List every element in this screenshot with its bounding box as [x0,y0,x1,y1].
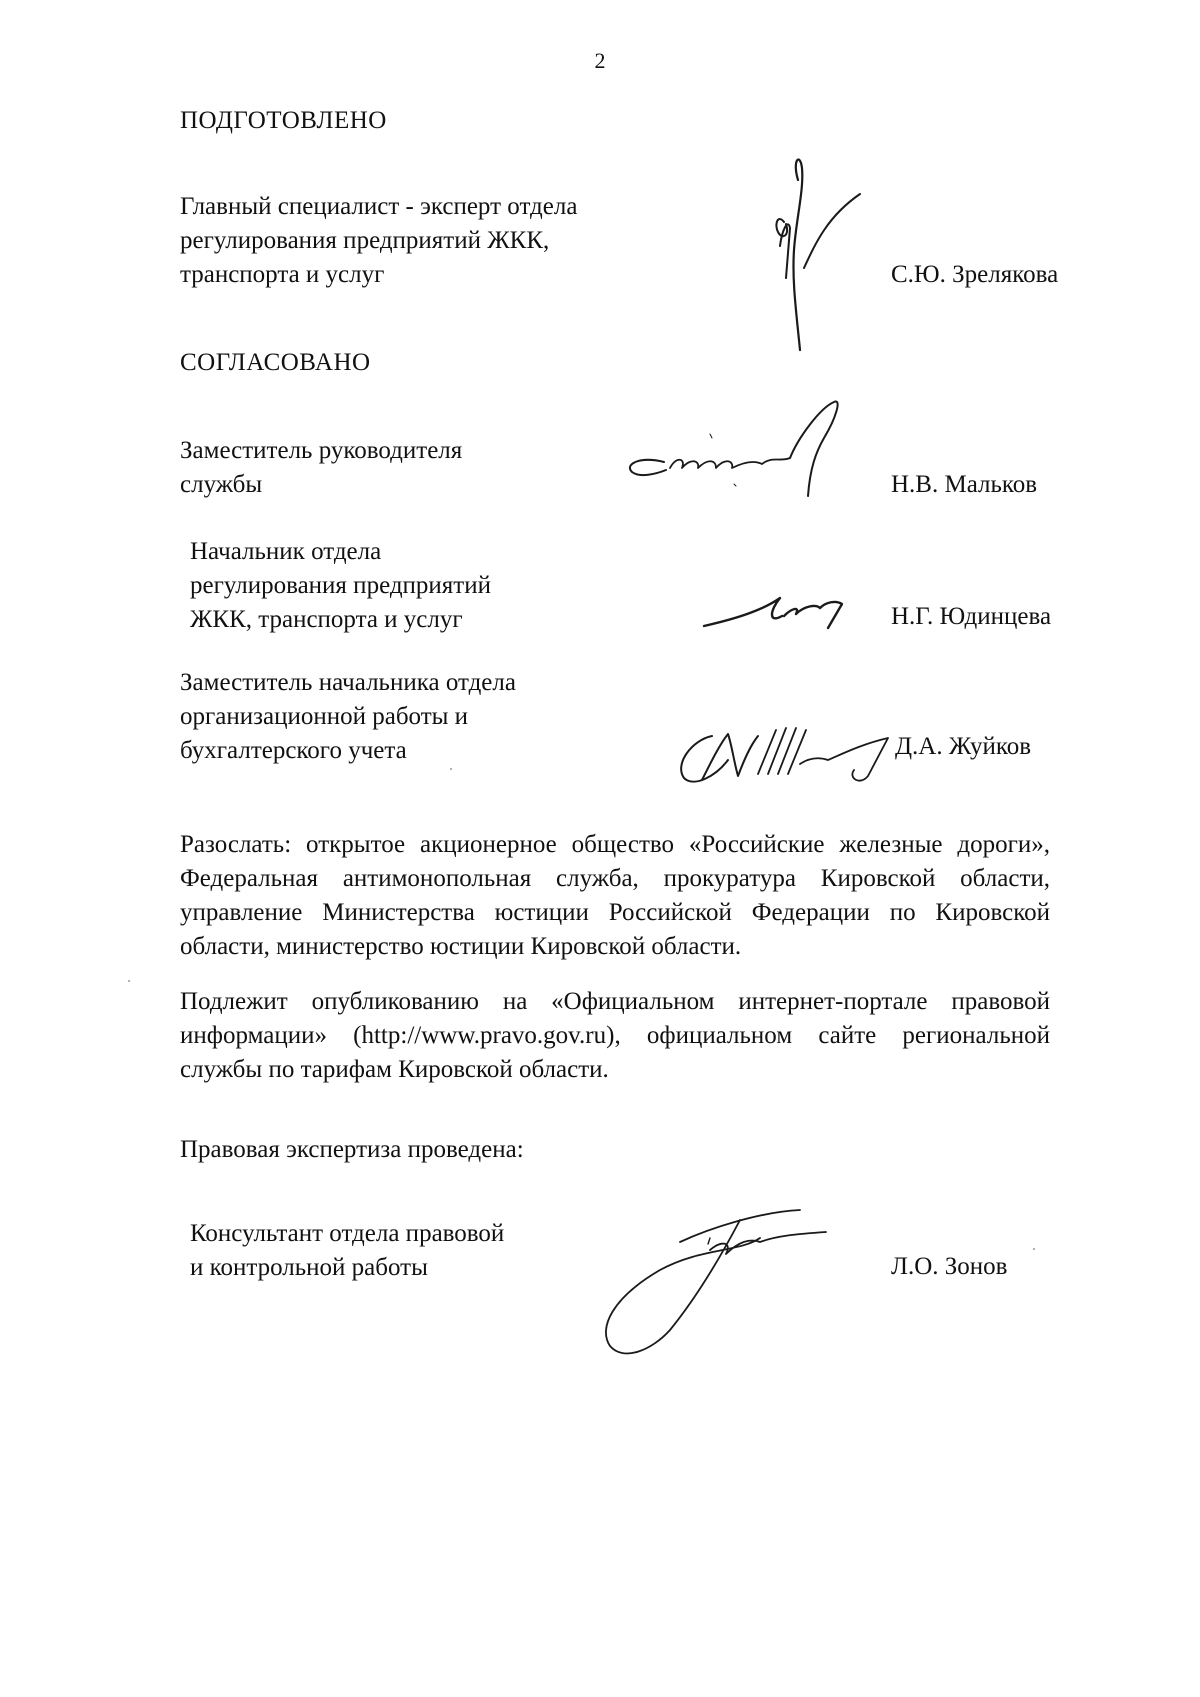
signature-zhuykov [672,716,912,796]
signature-zrelyakova [770,150,880,360]
legal-review-position: Консультант отдела правовой и контрольной работы [190,1220,505,1281]
legal-review-heading: Правовая экспертиза проведена: [180,1136,524,1163]
prepared-position: Главный специалист - эксперт отдела регулирования предприятий ЖКК, транспорта и услуг [180,193,578,288]
prepared-name: С.Ю. Зрелякова [891,261,1059,288]
scan-speck [128,980,130,982]
signer-2-name: Н.Г. Юдинцева [891,603,1052,630]
signer-3-position: Заместитель начальника отдела организационной работы и бухгалтерского учета [180,669,516,764]
approved-heading: СОГЛАСОВАНО [180,349,371,376]
scan-speck [450,768,452,770]
publication-paragraph: Подлежит опубликованию на «Официальном интернет-портале правовой информации» (http://www.pravo.gov.ru), официальном сайте региональной службы по тарифам Кировской области. [180,988,1050,1083]
signature-yudintseva [700,590,850,640]
signer-3-name: Д.А. Жуйков [895,733,1032,760]
page-number: 2 [594,48,606,73]
prepared-heading: ПОДГОТОВЛЕНО [180,107,387,134]
signer-1-name: Н.В. Мальков [891,471,1038,498]
signature-malkov [620,398,880,508]
scan-speck [1033,1248,1035,1250]
signer-2-position: Начальник отдела регулирования предприятий ЖКК, транспорта и услуг [190,538,491,633]
legal-review-name: Л.О. Зонов [891,1253,1008,1280]
distribution-paragraph: Разослать: открытое акционерное общество «Российские железные дороги», Федеральная антимонопольная служба, прокуратура Кировской области, управление Министерства юстиции Российской Федерации по Кировской области, министерство юстиции Кировской области. [180,831,1050,960]
signature-zonov [600,1198,840,1368]
signer-1-position: Заместитель руководителя службы [180,437,463,498]
